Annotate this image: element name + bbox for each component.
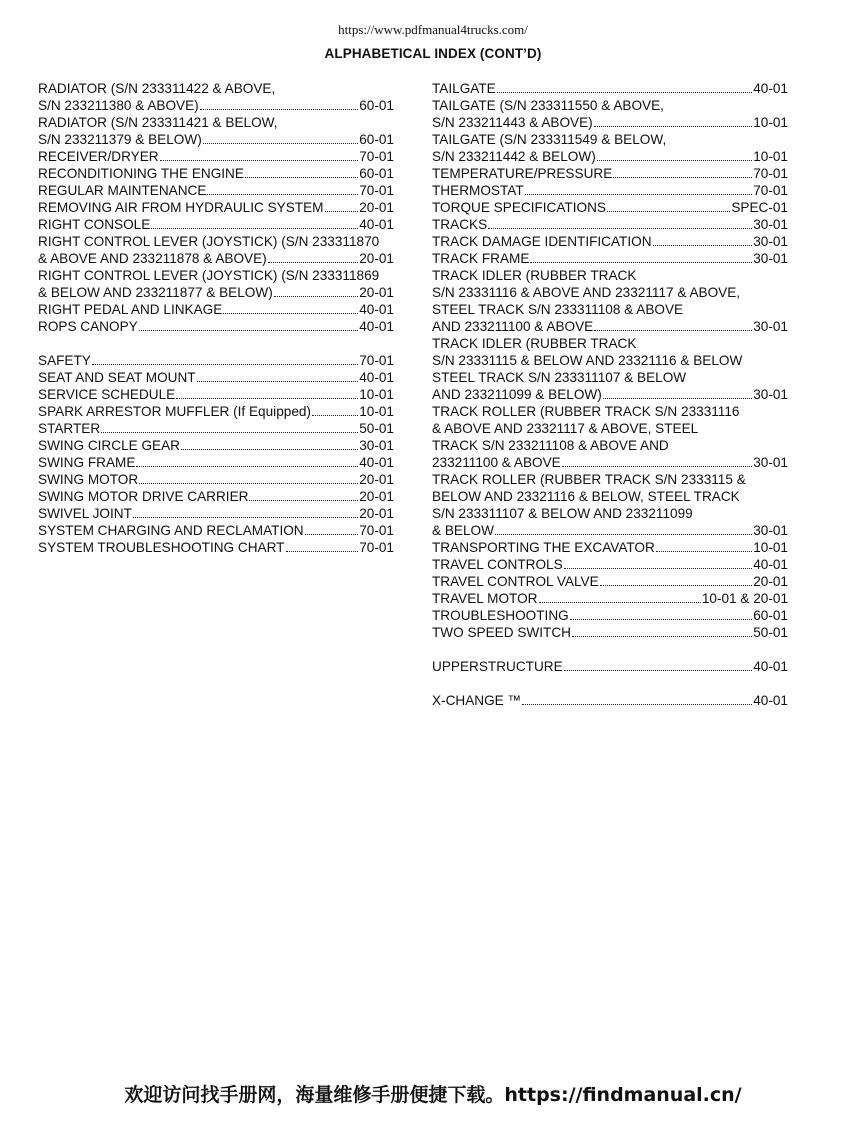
entry-leader-line xyxy=(38,488,394,505)
index-entry xyxy=(38,318,394,335)
section-gap xyxy=(432,675,788,692)
entry-leader-line xyxy=(38,318,394,335)
index-entry xyxy=(38,233,394,267)
index-entry xyxy=(38,267,394,301)
page-number: 30-01 xyxy=(753,217,788,232)
entry-leader-line xyxy=(432,573,788,590)
entry-line xyxy=(432,352,788,369)
entry-text: TROUBLESHOOTING xyxy=(432,608,569,623)
page-number: 20-01 xyxy=(359,200,394,215)
entry-text: TRAVEL CONTROL VALVE xyxy=(432,574,599,589)
entry-leader-line xyxy=(432,692,788,709)
entry-line xyxy=(432,335,788,352)
index-entry xyxy=(38,352,394,369)
page-number: 20-01 xyxy=(359,251,394,266)
dot-leader xyxy=(325,211,359,212)
dot-leader xyxy=(245,177,358,178)
index-entry xyxy=(432,658,788,675)
index-entry xyxy=(432,539,788,556)
index-entry xyxy=(38,80,394,114)
entry-text: TRAVEL CONTROLS xyxy=(432,557,563,572)
entry-text: TRACKS xyxy=(432,217,488,232)
index-entry xyxy=(38,522,394,539)
entry-line xyxy=(38,233,394,250)
dot-leader xyxy=(274,296,358,297)
entry-leader-line xyxy=(432,165,788,182)
page-number: 40-01 xyxy=(359,302,394,317)
entry-text: TRANSPORTING THE EXCAVATOR xyxy=(432,540,655,555)
entry-leader-line xyxy=(38,131,394,148)
entry-text: RADIATOR (S/N 233311422 & ABOVE, xyxy=(38,81,276,96)
page-number: 60-01 xyxy=(753,608,788,623)
entry-text: STEEL TRACK S/N 233311108 & ABOVE xyxy=(432,302,684,317)
entry-text: TRACK DAMAGE IDENTIFICATION xyxy=(432,234,652,249)
page-number: 60-01 xyxy=(359,132,394,147)
page-number: 10-01 xyxy=(359,404,394,419)
entry-text: RIGHT CONTROL LEVER (JOYSTICK) (S/N 233311869 xyxy=(38,268,380,283)
index-entry xyxy=(38,471,394,488)
page-number: 10-01 xyxy=(753,115,788,130)
page-number: 20-01 xyxy=(359,472,394,487)
page-number: 60-01 xyxy=(359,166,394,181)
entry-text: S/N 23331115 & BELOW AND 23321116 & BELOW xyxy=(432,353,743,368)
entry-line xyxy=(432,403,788,420)
entry-text: TWO SPEED SWITCH xyxy=(432,625,571,640)
dot-leader xyxy=(594,126,753,127)
dot-leader xyxy=(564,670,753,671)
entry-leader-line xyxy=(38,437,394,454)
page-number: 40-01 xyxy=(359,370,394,385)
page-number: 30-01 xyxy=(753,387,788,402)
entry-text: TEMPERATURE/PRESSURE xyxy=(432,166,613,181)
entry-text: TORQUE SPECIFICATIONS xyxy=(432,200,606,215)
entry-text: SERVICE SCHEDULE xyxy=(38,387,176,402)
entry-text: SYSTEM TROUBLESHOOTING CHART xyxy=(38,540,285,555)
dot-leader xyxy=(522,704,752,705)
entry-line xyxy=(432,369,788,386)
index-entry xyxy=(432,80,788,97)
page-number: 40-01 xyxy=(753,659,788,674)
dot-leader xyxy=(562,466,752,467)
index-entry xyxy=(432,131,788,165)
entry-text: BELOW AND 23321116 & BELOW, STEEL TRACK xyxy=(432,489,740,504)
page-number: 40-01 xyxy=(753,693,788,708)
entry-text: SEAT AND SEAT MOUNT xyxy=(38,370,196,385)
entry-text: SWIVEL JOINT xyxy=(38,506,132,521)
index-entry xyxy=(38,165,394,182)
dot-leader xyxy=(139,483,358,484)
page-number: 30-01 xyxy=(753,234,788,249)
entry-text: S/N 23331116 & ABOVE AND 23321117 & ABOVE, xyxy=(432,285,741,300)
index-entry xyxy=(38,505,394,522)
entry-text: S/N 233211379 & BELOW) xyxy=(38,132,202,147)
index-entry xyxy=(432,692,788,709)
index-entry xyxy=(38,182,394,199)
page-number: 70-01 xyxy=(359,183,394,198)
entry-text: SYSTEM CHARGING AND RECLAMATION xyxy=(38,523,304,538)
entry-text: SWING CIRCLE GEAR xyxy=(38,438,180,453)
entry-text: STEEL TRACK S/N 233311107 & BELOW xyxy=(432,370,687,385)
index-entry xyxy=(38,539,394,556)
index-entry xyxy=(38,114,394,148)
entry-leader-line xyxy=(38,301,394,318)
entry-text: TRACK IDLER (RUBBER TRACK xyxy=(432,336,637,351)
index-entry xyxy=(38,488,394,505)
entry-text: RIGHT CONTROL LEVER (JOYSTICK) (S/N 233311870 xyxy=(38,234,380,249)
dot-leader xyxy=(151,228,358,229)
dot-leader xyxy=(572,636,752,637)
dot-leader xyxy=(268,262,359,263)
page-number: 40-01 xyxy=(753,81,788,96)
dot-leader xyxy=(305,534,359,535)
page-number: 70-01 xyxy=(753,183,788,198)
entry-text: S/N 233211380 & ABOVE) xyxy=(38,98,199,113)
page-number: 50-01 xyxy=(359,421,394,436)
entry-text: SWING FRAME xyxy=(38,455,136,470)
entry-line xyxy=(432,131,788,148)
entry-line xyxy=(432,471,788,488)
page-number: 70-01 xyxy=(359,149,394,164)
index-entry xyxy=(432,403,788,471)
entry-text: TAILGATE (S/N 233311549 & BELOW, xyxy=(432,132,667,147)
page-number: 10-01 xyxy=(753,540,788,555)
entry-leader-line xyxy=(38,250,394,267)
entry-leader-line xyxy=(38,352,394,369)
page-number: 40-01 xyxy=(359,455,394,470)
dot-leader xyxy=(564,568,753,569)
page-number: 30-01 xyxy=(359,438,394,453)
entry-leader-line xyxy=(432,250,788,267)
index-entry xyxy=(432,624,788,641)
entry-leader-line xyxy=(38,454,394,471)
index-entry xyxy=(432,573,788,590)
page-number: 40-01 xyxy=(359,217,394,232)
entry-leader-line xyxy=(432,658,788,675)
index-entry xyxy=(432,556,788,573)
index-entry xyxy=(432,233,788,250)
entry-text: THERMOSTAT xyxy=(432,183,524,198)
entry-leader-line xyxy=(432,624,788,641)
dot-leader xyxy=(525,194,753,195)
dot-leader xyxy=(223,313,358,314)
dot-leader xyxy=(249,500,358,501)
entry-line xyxy=(432,284,788,301)
index-column-left xyxy=(38,80,394,556)
entry-text: X-CHANGE ™ xyxy=(432,693,522,708)
entry-text: TRACK IDLER (RUBBER TRACK xyxy=(432,268,637,283)
section-gap xyxy=(432,641,788,658)
entry-leader-line xyxy=(38,522,394,539)
page-number: 30-01 xyxy=(753,319,788,334)
entry-text: SWING MOTOR DRIVE CARRIER xyxy=(38,489,249,504)
entry-text: RIGHT PEDAL AND LINKAGE xyxy=(38,302,223,317)
entry-line xyxy=(38,80,394,97)
dot-leader xyxy=(497,92,753,93)
dot-leader xyxy=(200,109,359,110)
entry-leader-line xyxy=(38,148,394,165)
index-entry xyxy=(432,267,788,335)
dot-leader xyxy=(160,160,359,161)
index-entry xyxy=(38,420,394,437)
dot-leader xyxy=(92,364,358,365)
entry-leader-line xyxy=(38,369,394,386)
footer-banner: 欢迎访问找手册网，海量维修手册便捷下载。https://findmanual.cn/ xyxy=(124,1084,742,1106)
index-entry xyxy=(38,454,394,471)
entry-leader-line xyxy=(432,318,788,335)
page-number: 40-01 xyxy=(359,319,394,334)
page-number: 30-01 xyxy=(753,455,788,470)
entry-leader-line xyxy=(432,182,788,199)
entry-leader-line xyxy=(38,420,394,437)
entry-line xyxy=(38,114,394,131)
index-entry xyxy=(432,607,788,624)
index-entry xyxy=(432,165,788,182)
index-entry xyxy=(38,216,394,233)
dot-leader xyxy=(597,160,753,161)
entry-text: TRAVEL MOTOR xyxy=(432,591,538,606)
entry-line xyxy=(432,505,788,522)
index-entry xyxy=(38,386,394,403)
dot-leader xyxy=(603,398,752,399)
dot-leader xyxy=(570,619,753,620)
page-number: 20-01 xyxy=(359,285,394,300)
page-number: 20-01 xyxy=(359,489,394,504)
dot-leader xyxy=(656,551,752,552)
page-number: 10-01 & 20-01 xyxy=(701,591,788,606)
entry-text: RECEIVER/DRYER xyxy=(38,149,159,164)
entry-text: S/N 233211443 & ABOVE) xyxy=(432,115,593,130)
entry-text: & BELOW AND 233211877 & BELOW) xyxy=(38,285,273,300)
index-entry xyxy=(432,182,788,199)
entry-leader-line xyxy=(38,539,394,556)
dot-leader xyxy=(600,585,753,586)
dot-leader xyxy=(607,211,730,212)
entry-text: TRACK FRAME xyxy=(432,251,530,266)
entry-line xyxy=(432,267,788,284)
dot-leader xyxy=(136,466,358,467)
page-number: 70-01 xyxy=(359,353,394,368)
index-entry xyxy=(432,471,788,539)
entry-leader-line xyxy=(38,505,394,522)
entry-line xyxy=(432,420,788,437)
dot-leader xyxy=(539,602,701,603)
entry-text: TRACK S/N 233211108 & ABOVE AND xyxy=(432,438,669,453)
entry-leader-line xyxy=(432,233,788,250)
page-number: SPEC-01 xyxy=(731,200,788,215)
entry-line xyxy=(432,437,788,454)
index-entry xyxy=(38,437,394,454)
entry-leader-line xyxy=(38,165,394,182)
entry-leader-line xyxy=(432,539,788,556)
entry-text: AND 233211100 & ABOVE xyxy=(432,319,594,334)
entry-leader-line xyxy=(38,216,394,233)
page-number: 70-01 xyxy=(359,523,394,538)
entry-leader-line xyxy=(432,80,788,97)
dot-leader xyxy=(653,245,753,246)
dot-leader xyxy=(488,228,752,229)
entry-leader-line xyxy=(38,284,394,301)
entry-text: S/N 233211442 & BELOW) xyxy=(432,149,596,164)
entry-text: RECONDITIONING THE ENGINE xyxy=(38,166,244,181)
page-number: 40-01 xyxy=(753,557,788,572)
entry-text: ROPS CANOPY xyxy=(38,319,138,334)
section-gap xyxy=(38,335,394,352)
entry-text: & ABOVE AND 233211878 & ABOVE) xyxy=(38,251,267,266)
index-entry xyxy=(38,199,394,216)
entry-leader-line xyxy=(432,522,788,539)
index-entry xyxy=(38,403,394,420)
dot-leader xyxy=(613,177,752,178)
entry-text: S/N 233311107 & BELOW AND 233211099 xyxy=(432,506,693,521)
page-number: 10-01 xyxy=(359,387,394,402)
index-entry xyxy=(38,369,394,386)
entry-leader-line xyxy=(432,590,788,607)
entry-text: AND 233211099 & BELOW) xyxy=(432,387,602,402)
entry-leader-line xyxy=(38,97,394,114)
index-entry xyxy=(432,250,788,267)
dot-leader xyxy=(207,194,358,195)
index-entry xyxy=(432,216,788,233)
entry-text: SPARK ARRESTOR MUFFLER (If Equipped) xyxy=(38,404,311,419)
entry-text: & BELOW xyxy=(432,523,494,538)
entry-text: REGULAR MAINTENANCE xyxy=(38,183,207,198)
entry-text: TAILGATE xyxy=(432,81,496,96)
entry-text: SWING MOTOR xyxy=(38,472,139,487)
page-number: 20-01 xyxy=(753,574,788,589)
page-number: 10-01 xyxy=(753,149,788,164)
entry-text: UPPERSTRUCTURE xyxy=(432,659,563,674)
index-column-right xyxy=(432,80,788,709)
index-entry xyxy=(432,335,788,403)
index-entry xyxy=(38,301,394,318)
page-number: 20-01 xyxy=(359,506,394,521)
entry-leader-line xyxy=(432,199,788,216)
entry-text: RIGHT CONSOLE xyxy=(38,217,151,232)
page-number: 60-01 xyxy=(359,98,394,113)
entry-text: 233211100 & ABOVE xyxy=(432,455,561,470)
dot-leader xyxy=(197,381,359,382)
entry-leader-line xyxy=(38,199,394,216)
entry-text: STARTER xyxy=(38,421,101,436)
entry-line xyxy=(432,488,788,505)
entry-leader-line xyxy=(432,454,788,471)
dot-leader xyxy=(286,551,359,552)
index-entry xyxy=(38,148,394,165)
entry-leader-line xyxy=(432,556,788,573)
entry-leader-line xyxy=(432,114,788,131)
entry-line xyxy=(432,301,788,318)
entry-text: RADIATOR (S/N 233311421 & BELOW, xyxy=(38,115,278,130)
dot-leader xyxy=(594,330,752,331)
entry-leader-line xyxy=(38,386,394,403)
page-number: 70-01 xyxy=(753,166,788,181)
entry-text: SAFETY xyxy=(38,353,91,368)
dot-leader xyxy=(312,415,358,416)
index-entry xyxy=(432,97,788,131)
page-number: 30-01 xyxy=(753,523,788,538)
entry-leader-line xyxy=(38,403,394,420)
entry-leader-line xyxy=(432,607,788,624)
index-entry xyxy=(432,590,788,607)
entry-text: & ABOVE AND 23321117 & ABOVE, STEEL xyxy=(432,421,699,436)
entry-leader-line xyxy=(432,386,788,403)
entry-line xyxy=(38,267,394,284)
entry-text: REMOVING AIR FROM HYDRAULIC SYSTEM xyxy=(38,200,324,215)
dot-leader xyxy=(133,517,358,518)
entry-leader-line xyxy=(432,148,788,165)
entry-text: TRACK ROLLER (RUBBER TRACK S/N 2333115 & xyxy=(432,472,746,487)
source-url: https://www.pdfmanual4trucks.com/ xyxy=(338,22,528,37)
dot-leader xyxy=(495,534,752,535)
page-title: ALPHABETICAL INDEX (CONT’D) xyxy=(324,46,542,61)
page-number: 30-01 xyxy=(753,251,788,266)
page-number: 50-01 xyxy=(753,625,788,640)
entry-line xyxy=(432,97,788,114)
entry-text: TAILGATE (S/N 233311550 & ABOVE, xyxy=(432,98,664,113)
dot-leader xyxy=(101,432,358,433)
dot-leader xyxy=(530,262,752,263)
index-entry xyxy=(432,199,788,216)
entry-leader-line xyxy=(432,216,788,233)
dot-leader xyxy=(203,143,359,144)
entry-text: TRACK ROLLER (RUBBER TRACK S/N 23331116 xyxy=(432,404,740,419)
entry-leader-line xyxy=(38,471,394,488)
dot-leader xyxy=(139,330,359,331)
page-number: 70-01 xyxy=(359,540,394,555)
entry-leader-line xyxy=(38,182,394,199)
dot-leader xyxy=(181,449,358,450)
dot-leader xyxy=(176,398,358,399)
